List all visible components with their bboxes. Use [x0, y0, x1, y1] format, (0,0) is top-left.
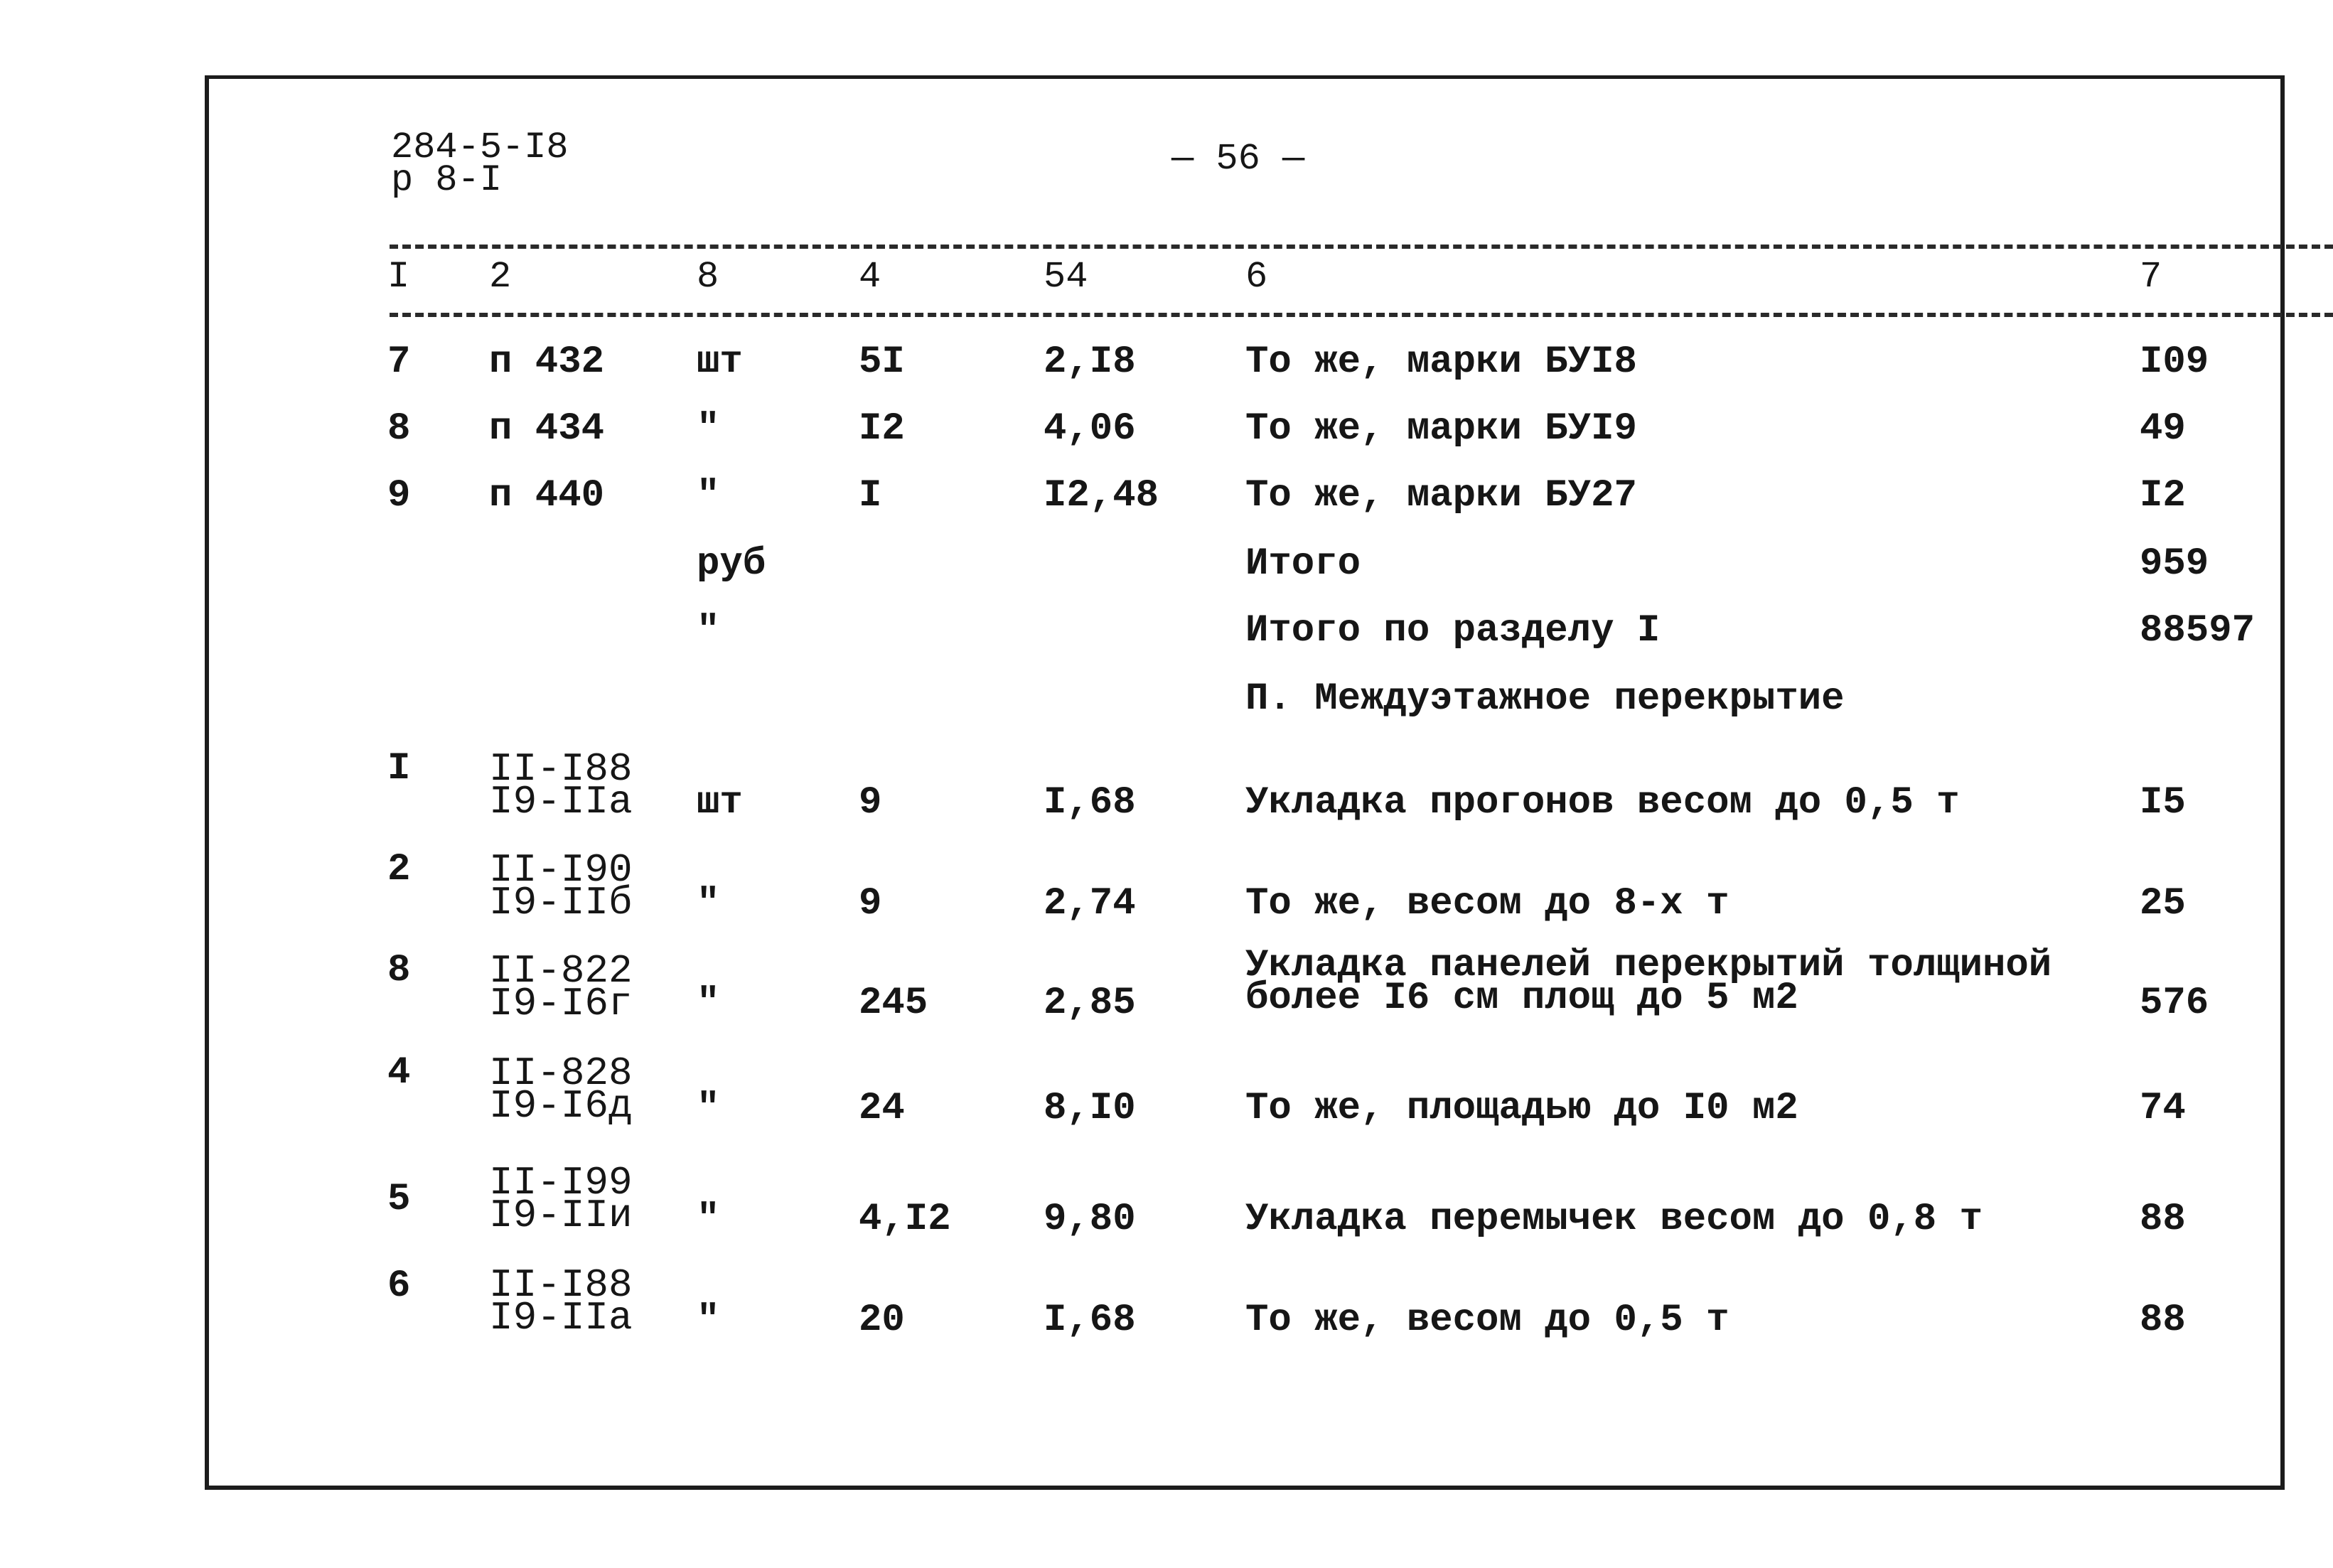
cell-desc-line1: Укладка панелей перекрытий толщиной [1245, 944, 2052, 987]
cell-total: I09 [2140, 340, 2209, 384]
cell-unit: " [697, 474, 720, 517]
cell-unit: " [697, 882, 720, 925]
cell-price: I2,48 [1044, 474, 1159, 517]
cell-desc: Итого по разделу I [1245, 609, 1661, 653]
cell-qty: 245 [859, 982, 928, 1025]
cell-num: 7 [387, 340, 411, 384]
cell-unit: " [697, 609, 720, 653]
cell-qty: 24 [859, 1087, 905, 1130]
cell-qty: 9 [859, 781, 882, 825]
cell-total: 576 [2140, 982, 2209, 1025]
cell-total: 88 [2140, 1198, 2186, 1241]
cell-qty: 9 [859, 882, 882, 925]
cell-ref: п 440 [489, 474, 605, 517]
cell-desc: Итого [1245, 542, 1361, 586]
cell-desc: То же, марки БУI9 [1245, 407, 1637, 451]
doc-sub: р 8-I [391, 159, 503, 201]
cell-qty: 4,I2 [859, 1198, 951, 1241]
cell-price: 2,85 [1044, 982, 1136, 1025]
cell-desc: То же, марки БУ27 [1245, 474, 1637, 517]
cell-unit: " [697, 982, 720, 1025]
cell-ref-line1: II-828 [489, 1051, 633, 1096]
cell-num: 4 [387, 1051, 411, 1095]
col-header-3: 8 [697, 256, 719, 298]
cell-qty: 20 [859, 1299, 905, 1342]
cell-unit: " [697, 1087, 720, 1130]
cell-price: I,68 [1044, 1299, 1136, 1342]
page-number: — 56 — [1171, 138, 1305, 180]
cell-ref-line1: II-I88 [489, 1262, 633, 1308]
cell-ref-line2: I9-IIа [489, 1295, 633, 1341]
cell-ref: п 432 [489, 340, 605, 384]
col-header-5: 54 [1044, 256, 1088, 298]
cell-unit: руб [697, 542, 766, 586]
cell-total: 49 [2140, 407, 2186, 451]
cell-price: 2,74 [1044, 882, 1136, 925]
cell-total: 88597 [2140, 609, 2256, 653]
cell-unit: шт [697, 340, 743, 384]
col-header-4: 4 [859, 256, 881, 298]
cell-total: I5 [2140, 781, 2186, 825]
cell-total: 959 [2140, 542, 2209, 586]
col-header-6: 6 [1245, 256, 1268, 298]
cell-ref: п 434 [489, 407, 605, 451]
cell-desc: То же, площадью до I0 м2 [1245, 1087, 1798, 1130]
cell-price: I,68 [1044, 781, 1136, 825]
cell-desc: То же, весом до 8-х т [1245, 882, 1729, 925]
cell-price: 9,80 [1044, 1198, 1136, 1241]
cell-desc-line2: более I6 см площ до 5 м2 [1245, 977, 1798, 1020]
cell-unit: шт [697, 781, 743, 825]
cell-ref-line1: II-I99 [489, 1160, 633, 1205]
cell-total: 74 [2140, 1087, 2186, 1130]
cell-ref-line2: I9-I6г [489, 981, 633, 1026]
col-header-2: 2 [489, 256, 512, 298]
cell-price: 2,I8 [1044, 340, 1136, 384]
cell-num: 6 [387, 1264, 411, 1308]
cell-unit: " [697, 407, 720, 451]
col-header-1: I [387, 256, 410, 298]
cell-num: 9 [387, 474, 411, 517]
cell-total: 88 [2140, 1299, 2186, 1342]
doc-code: 284-5-I8 [391, 127, 569, 168]
cell-num: 2 [387, 848, 411, 891]
cell-ref-line1: II-I88 [489, 746, 633, 792]
cell-ref-line1: II-822 [489, 948, 633, 994]
cell-desc: Укладка прогонов весом до 0,5 т [1245, 781, 1960, 825]
cell-total: 25 [2140, 882, 2186, 925]
cell-num: I [387, 747, 411, 790]
col-header-7: 7 [2140, 256, 2162, 298]
cell-unit: " [697, 1299, 720, 1342]
cell-qty: I [859, 474, 882, 517]
cell-num: 8 [387, 949, 411, 992]
cell-ref-line2: I9-IIа [489, 779, 633, 825]
cell-unit: " [697, 1198, 720, 1241]
cell-num: 8 [387, 407, 411, 451]
cell-ref-line2: I9-I6д [489, 1083, 633, 1129]
cell-qty: I2 [859, 407, 905, 451]
cell-desc: То же, весом до 0,5 т [1245, 1299, 1729, 1342]
cell-desc: То же, марки БУI8 [1245, 340, 1637, 384]
cell-ref-line2: I9-IIб [489, 880, 633, 925]
cell-num: 5 [387, 1178, 411, 1221]
cell-total: I2 [2140, 474, 2186, 517]
cell-desc: Укладка перемычек весом до 0,8 т [1245, 1198, 1983, 1241]
cell-price: 8,I0 [1044, 1087, 1136, 1130]
cell-price: 4,06 [1044, 407, 1136, 451]
section-heading: П. Междуэтажное перекрытие [1245, 677, 1845, 721]
cell-ref-line2: I9-IIи [489, 1193, 633, 1238]
cell-ref-line1: II-I90 [489, 847, 633, 893]
header-top-rule [390, 245, 2333, 249]
header-bottom-rule [390, 313, 2333, 317]
cell-qty: 5I [859, 340, 905, 384]
